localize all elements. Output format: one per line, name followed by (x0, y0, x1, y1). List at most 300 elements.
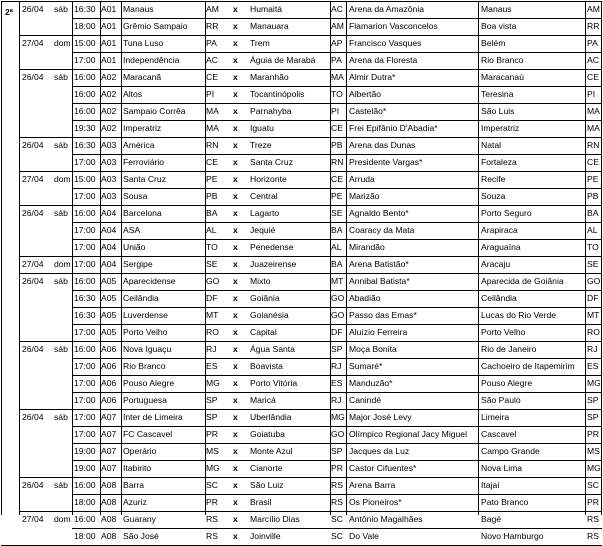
stadium: Antônio Magalhães (349, 514, 423, 524)
stadium: Albertão (349, 89, 382, 99)
home-team: FC Cascavel (123, 429, 173, 439)
city: Porto Seguro (481, 208, 532, 218)
stadium: Jacques da Luz (349, 446, 410, 456)
city: Natal (481, 140, 502, 150)
versus-mark: x (233, 225, 238, 235)
city-uf: SC (587, 480, 599, 490)
match-day: dom (54, 514, 71, 524)
home-uf: DF (206, 293, 218, 303)
stadium: Mirandão (349, 242, 385, 252)
city-uf: RO (587, 327, 600, 337)
city-uf: TO (587, 242, 599, 252)
versus-mark: x (233, 72, 238, 82)
city-uf: GO (587, 276, 601, 286)
match-day: sáb (54, 412, 68, 422)
home-team: América (123, 140, 155, 150)
home-team: Manaus (123, 4, 154, 14)
match-time: 16:00 (74, 72, 96, 82)
home-uf: TO (206, 242, 218, 252)
away-uf: GO (331, 429, 345, 439)
match-code: A07 (101, 446, 117, 456)
away-team: Monte Azul (250, 446, 293, 456)
home-uf: AC (206, 55, 218, 65)
city: Novo Hamburgo (481, 531, 544, 541)
away-uf: RJ (331, 395, 342, 405)
match-code: A03 (101, 174, 117, 184)
column-divider (121, 1, 122, 515)
city: Cascavel (481, 429, 517, 439)
stadium: Arena das Dunas (349, 140, 416, 150)
match-time: 18:00 (74, 497, 96, 507)
stadium: Olímpico Regional Jacy Miguel (349, 429, 467, 439)
city: Ceilândia (481, 293, 517, 303)
away-uf: DF (331, 327, 343, 337)
match-code: A02 (101, 123, 117, 133)
city-uf: AM (587, 4, 600, 14)
match-code: A04 (101, 242, 117, 252)
away-team: Joinville (250, 531, 281, 541)
city-uf: PE (587, 174, 599, 184)
versus-mark: x (233, 463, 238, 473)
match-date: 26/04 (22, 276, 44, 286)
city: Campo Grande (481, 446, 540, 456)
city-uf: RS (587, 531, 599, 541)
home-uf: BA (206, 208, 218, 218)
stadium: Sumaré* (349, 361, 383, 371)
versus-mark: x (233, 429, 238, 439)
stadium: Do Vale (349, 531, 379, 541)
city-uf: MA (587, 106, 600, 116)
city: Lucas do Rio Verde (481, 310, 557, 320)
stadium: Marizão (349, 191, 380, 201)
match-code: A04 (101, 225, 117, 235)
away-team: Água Santa (250, 344, 295, 354)
stadium: Major José Levy (349, 412, 412, 422)
match-date: 27/04 (22, 174, 44, 184)
match-date: 27/04 (22, 38, 44, 48)
home-team: Ferroviário (123, 157, 165, 167)
match-code: A05 (101, 276, 117, 286)
away-team: Brasil (250, 497, 272, 507)
match-date: 26/04 (22, 140, 44, 150)
home-team: Sergipe (123, 259, 153, 269)
city-uf: AL (587, 225, 598, 235)
home-team: ASA (123, 225, 141, 235)
match-code: A01 (101, 21, 117, 31)
away-uf: PE (331, 191, 343, 201)
match-code: A04 (101, 259, 117, 269)
home-uf: PA (206, 38, 217, 48)
home-team: Azuriz (123, 497, 147, 507)
match-time: 15:00 (74, 38, 96, 48)
home-uf: MG (206, 378, 220, 388)
versus-mark: x (233, 514, 238, 524)
stadium: Arena Batistão* (349, 259, 409, 269)
home-uf: PB (206, 191, 218, 201)
away-uf: PB (331, 140, 343, 150)
city: Pato Branco (481, 497, 529, 507)
home-uf: MS (206, 446, 219, 456)
away-team: Maricá (250, 395, 276, 405)
match-time: 17:00 (74, 242, 96, 252)
away-uf: AC (331, 4, 343, 14)
away-team: Porto Vitória (250, 378, 298, 388)
city: Boa vista (481, 21, 517, 31)
stadium: Castor Cifuentes* (349, 463, 417, 473)
match-date: 27/04 (22, 514, 44, 524)
versus-mark: x (233, 106, 238, 116)
match-code: A03 (101, 157, 117, 167)
match-code: A05 (101, 327, 117, 337)
home-team: Rio Branco (123, 361, 166, 371)
versus-mark: x (233, 361, 238, 371)
match-code: A06 (101, 361, 117, 371)
round-label: 2ª (5, 7, 13, 17)
match-day: dom (54, 174, 71, 184)
match-time: 17:00 (74, 327, 96, 337)
home-team: Barra (123, 480, 145, 490)
match-code: A06 (101, 395, 117, 405)
match-time: 19:00 (74, 446, 96, 456)
away-team: Águia de Marabá (250, 55, 316, 65)
away-team: Cianorte (250, 463, 283, 473)
match-code: A08 (101, 497, 117, 507)
away-team: Parnahyba (250, 106, 292, 116)
city: Belém (481, 38, 506, 48)
home-team: Inter de Limeira (123, 412, 183, 422)
home-uf: AL (206, 225, 217, 235)
away-team: Manauara (250, 21, 289, 31)
stadium: Francisco Vasques (349, 38, 422, 48)
versus-mark: x (233, 55, 238, 65)
home-team: Altos (123, 89, 143, 99)
versus-mark: x (233, 21, 238, 31)
versus-mark: x (233, 191, 238, 201)
away-team: Penedense (250, 242, 294, 252)
home-uf: MA (206, 123, 219, 133)
match-date: 26/04 (22, 412, 44, 422)
match-code: A07 (101, 429, 117, 439)
city-uf: RR (587, 21, 600, 31)
match-day: sáb (54, 480, 68, 490)
versus-mark: x (233, 344, 238, 354)
home-uf: RO (206, 327, 219, 337)
city: Cachoeiro de Itapemirim (481, 361, 575, 371)
versus-mark: x (233, 4, 238, 14)
city-uf: PR (587, 429, 599, 439)
city-uf: RN (587, 140, 600, 150)
match-time: 17:00 (74, 378, 96, 388)
home-team: Porto Velho (123, 327, 168, 337)
home-uf: PE (206, 174, 218, 184)
home-team: Itabirito (123, 463, 152, 473)
city-uf: MG (587, 378, 601, 388)
match-day: sáb (54, 140, 68, 150)
match-day: sáb (54, 72, 68, 82)
city-uf: MS (587, 446, 600, 456)
away-team: São Luiz (250, 480, 284, 490)
away-team: Jequié (250, 225, 276, 235)
match-time: 15:00 (74, 174, 96, 184)
match-date: 26/04 (22, 480, 44, 490)
away-team: Goiatuba (250, 429, 285, 439)
home-uf: GO (206, 276, 220, 286)
away-team: Uberlândia (250, 412, 292, 422)
home-uf: RR (206, 21, 219, 31)
home-team: Santa Cruz (123, 174, 166, 184)
match-time: 16:00 (74, 344, 96, 354)
city: Imperatriz (481, 123, 520, 133)
table-border-left (1, 1, 2, 515)
stadium: Aluízio Ferreira (349, 327, 408, 337)
away-uf: GO (331, 310, 345, 320)
match-time: 16:30 (74, 310, 96, 320)
away-uf: PI (331, 106, 340, 116)
stadium: Almir Dutra* (349, 72, 396, 82)
city: Rio Branco (481, 55, 524, 65)
away-team: Lagarto (250, 208, 280, 218)
match-code: A02 (101, 106, 117, 116)
city-uf: SP (587, 412, 599, 422)
away-uf: SE (331, 208, 343, 218)
match-time: 16:00 (74, 208, 96, 218)
column-divider (19, 1, 20, 515)
away-uf: SP (331, 446, 343, 456)
home-team: Guarany (123, 514, 156, 524)
match-day: sáb (54, 276, 68, 286)
home-team: Barcelona (123, 208, 162, 218)
home-team: Operário (123, 446, 157, 456)
match-time: 16:00 (74, 480, 96, 490)
home-team: São José (123, 531, 159, 541)
home-uf: PR (206, 497, 218, 507)
away-uf: RS (331, 480, 343, 490)
versus-mark: x (233, 497, 238, 507)
versus-mark: x (233, 310, 238, 320)
match-date: 26/04 (22, 344, 44, 354)
city: São Paulo (481, 395, 521, 405)
match-time: 17:00 (74, 395, 96, 405)
home-team: Ceilândia (123, 293, 159, 303)
column-divider (478, 1, 479, 515)
home-team: Imperatriz (123, 123, 162, 133)
city: Arapiraca (481, 225, 518, 235)
match-time: 16:00 (74, 89, 96, 99)
home-team: Independência (123, 55, 180, 65)
stadium: Annibal Batista* (349, 276, 410, 286)
match-day: dom (54, 259, 71, 269)
home-team: Pouso Alegre (123, 378, 175, 388)
home-uf: MT (206, 310, 219, 320)
away-team: Mixto (250, 276, 271, 286)
city: Pouso Alegre (481, 378, 533, 388)
stadium: Arruda (349, 174, 375, 184)
away-uf: MT (331, 276, 344, 286)
home-team: Luverdense (123, 310, 168, 320)
away-team: Boavista (250, 361, 283, 371)
away-uf: AP (331, 38, 343, 48)
match-time: 18:00 (74, 531, 96, 541)
city: Souza (481, 191, 506, 201)
versus-mark: x (233, 174, 238, 184)
versus-mark: x (233, 395, 238, 405)
away-uf: GO (331, 293, 345, 303)
away-uf: PR (331, 463, 343, 473)
match-date: 26/04 (22, 72, 44, 82)
match-code: A02 (101, 72, 117, 82)
city-uf: AC (587, 55, 599, 65)
home-uf: SP (206, 412, 218, 422)
away-uf: CE (331, 174, 343, 184)
away-uf: RJ (331, 361, 342, 371)
city: Rio de Janeiro (481, 344, 537, 354)
away-team: Humaitá (250, 4, 282, 14)
versus-mark: x (233, 531, 238, 541)
match-code: A05 (101, 293, 117, 303)
home-team: Sousa (123, 191, 148, 201)
city: Aparecida de Goiânia (481, 276, 564, 286)
city-uf: PR (587, 497, 599, 507)
home-uf: CE (206, 157, 218, 167)
away-team: Marcílio Dias (250, 514, 300, 524)
home-uf: ES (206, 361, 218, 371)
match-date: 26/04 (22, 208, 44, 218)
match-time: 19:30 (74, 123, 96, 133)
home-uf: RN (206, 140, 219, 150)
away-team: Tocantinópolis (250, 89, 305, 99)
city: Nova Lima (481, 463, 523, 473)
match-time: 17:00 (74, 412, 96, 422)
city: Fortaleza (481, 157, 517, 167)
home-team: Aparecidense (123, 276, 176, 286)
versus-mark: x (233, 208, 238, 218)
home-uf: MG (206, 463, 220, 473)
away-team: Iguatu (250, 123, 274, 133)
city: Limeira (481, 412, 510, 422)
match-code: A07 (101, 412, 117, 422)
city: Maracanaú (481, 72, 524, 82)
match-time: 17:00 (74, 191, 96, 201)
stadium: Canindé (349, 395, 382, 405)
away-team: Juazeirense (250, 259, 297, 269)
away-team: Trem (250, 38, 270, 48)
match-code: A02 (101, 89, 117, 99)
match-code: A01 (101, 55, 117, 65)
away-team: Santa Cruz (250, 157, 293, 167)
stadium: Moça Bonita (349, 344, 397, 354)
stadium: Frei Epifânio D'Abadia* (349, 123, 438, 133)
stadium: Presidente Vargas* (349, 157, 423, 167)
city: São Luis (481, 106, 515, 116)
versus-mark: x (233, 446, 238, 456)
away-team: Horizonte (250, 174, 287, 184)
away-team: Treze (250, 140, 272, 150)
away-uf: BA (331, 259, 343, 269)
match-code: A08 (101, 531, 117, 541)
home-team: Grêmio Sampaio (123, 21, 188, 31)
match-time: 18:00 (74, 21, 96, 31)
home-uf: RJ (206, 344, 217, 354)
city-uf: CE (587, 157, 599, 167)
match-day: dom (54, 38, 71, 48)
stadium: Passo das Emas* (349, 310, 417, 320)
home-uf: CE (206, 72, 218, 82)
column-divider (346, 1, 347, 515)
away-uf: RS (331, 497, 343, 507)
versus-mark: x (233, 480, 238, 490)
away-uf: MG (331, 412, 345, 422)
match-code: A03 (101, 191, 117, 201)
city-uf: RJ (587, 344, 598, 354)
match-time: 17:00 (74, 225, 96, 235)
city-uf: MG (587, 463, 601, 473)
home-team: Portuguesa (123, 395, 167, 405)
match-time: 16:30 (74, 4, 96, 14)
away-uf: TO (331, 89, 343, 99)
stadium: Flamarion Vasconcelos (349, 21, 438, 31)
match-code: A05 (101, 310, 117, 320)
city-uf: PB (587, 191, 599, 201)
away-team: Goianésia (250, 310, 289, 320)
stadium: Castelão* (349, 106, 387, 116)
city-uf: MT (587, 310, 600, 320)
home-team: Maracanã (123, 72, 162, 82)
match-date: 27/04 (22, 259, 44, 269)
home-uf: RS (206, 531, 218, 541)
column-divider (72, 1, 73, 515)
stadium: Arena da Amazônia (349, 4, 425, 14)
away-uf: AL (331, 242, 342, 252)
stadium: Coaracy da Mata (349, 225, 415, 235)
away-uf: SC (331, 514, 343, 524)
match-time: 16:00 (74, 514, 96, 524)
match-day: sáb (54, 344, 68, 354)
match-code: A04 (101, 208, 117, 218)
stadium: Arena da Floresta (349, 55, 418, 65)
match-code: A01 (101, 4, 117, 14)
match-time: 17:00 (74, 157, 96, 167)
home-uf: SE (206, 259, 218, 269)
stadium: Agnaldo Bento* (349, 208, 409, 218)
city: Porto Velho (481, 327, 526, 337)
city-uf: ES (587, 361, 599, 371)
stadium: Manduzão* (349, 378, 393, 388)
away-uf: RN (331, 157, 344, 167)
versus-mark: x (233, 293, 238, 303)
match-date: 26/04 (22, 4, 44, 14)
versus-mark: x (233, 242, 238, 252)
match-day: sáb (54, 4, 68, 14)
match-time: 19:00 (74, 463, 96, 473)
city-uf: SP (587, 395, 599, 405)
away-uf: CE (331, 123, 343, 133)
versus-mark: x (233, 157, 238, 167)
city-uf: RS (587, 514, 599, 524)
match-time: 16:30 (74, 293, 96, 303)
away-team: Goiânia (250, 293, 280, 303)
city: Itajaí (481, 480, 500, 490)
match-time: 17:00 (74, 55, 96, 65)
away-uf: SP (331, 344, 343, 354)
home-uf: MA (206, 106, 219, 116)
away-uf: ES (331, 378, 343, 388)
city: Manaus (481, 4, 512, 14)
match-time: 17:00 (74, 361, 96, 371)
match-time: 16:00 (74, 276, 96, 286)
versus-mark: x (233, 327, 238, 337)
city-uf: MA (587, 123, 600, 133)
city: Bagé (481, 514, 502, 524)
